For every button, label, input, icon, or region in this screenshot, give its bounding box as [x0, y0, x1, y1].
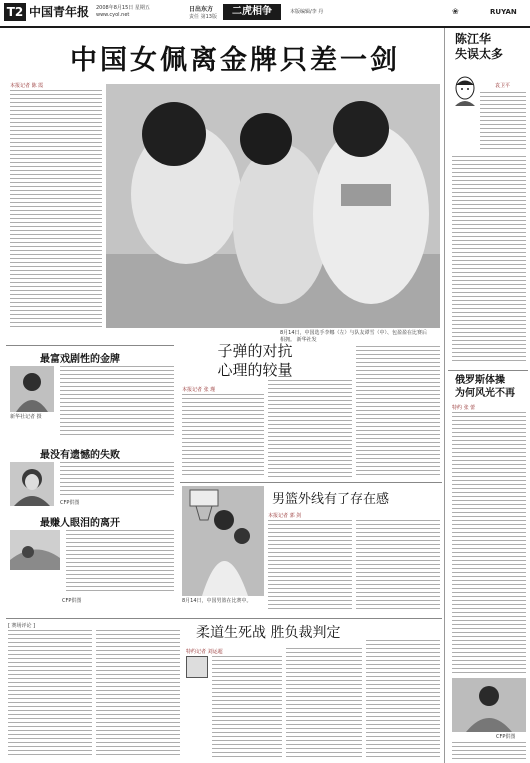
basket-text-col1 [268, 520, 352, 612]
box3-title: 最赚人眼泪的离开 [40, 518, 120, 529]
side-col2-title: 俄罗斯体操 为何风光不再 [455, 375, 515, 399]
sub-byline: 本报记者 张 瑾 [182, 387, 216, 393]
lead-photo [106, 84, 440, 328]
side-rule [448, 370, 528, 371]
side-col1-author: 袁卫平 [495, 83, 511, 89]
website: www.cyol.net [96, 12, 130, 18]
channel-small: 日出东方 [189, 6, 214, 13]
basket-photo [182, 486, 264, 596]
bottom-emblem [186, 656, 208, 678]
masthead [0, 0, 530, 26]
page-code: T2 [4, 3, 26, 21]
edit-info: 本版编辑/李 丹 [290, 9, 324, 15]
right-label: RUYAN [490, 8, 517, 16]
lead-photo-caption: 8月14日，中国选手李娜（左）与队友谭雪（中）、包盈盈在比赛后相拥。 新华社发 [280, 330, 428, 343]
box3-text [66, 530, 174, 594]
box1-photo [10, 366, 54, 412]
box2-caption: CFP供图 [60, 500, 80, 506]
issue-info: 2008年8月15日 星期五 [96, 5, 150, 11]
bottom-left-label: [ 赛场评论 ] [8, 623, 36, 629]
sub-headline: 子弹的对抗 心理的较量 [217, 342, 293, 379]
box1-title: 最富戏剧性的金牌 [40, 354, 120, 365]
bottom-headline: 柔道生死战 胜负裁判定 [196, 625, 341, 641]
lead-headline: 中国女佩离金牌只差一剑 [70, 45, 400, 76]
side-photo [452, 678, 526, 732]
box1-caption: 新华社记者 摄 [10, 414, 42, 420]
basket-caption: 8月14日，中国男篮在比赛中。 [182, 598, 252, 604]
bottom-text-col2 [286, 648, 362, 758]
box-column-rule [6, 345, 174, 346]
basket-text-col2 [356, 520, 440, 612]
bottom-left-text-2 [96, 630, 180, 758]
bottom-text-col1 [212, 656, 282, 758]
side-col2-text-2 [452, 742, 526, 760]
box1-text [60, 366, 174, 438]
lead-byline: 本报记者 陈 霞 [10, 83, 44, 89]
masthead-rule [0, 26, 530, 28]
basket-rule [180, 482, 442, 483]
bottom-text-col3 [366, 640, 440, 758]
side-col1-text-2 [452, 156, 526, 364]
channel-small-sub: 责任 第13版 [189, 14, 217, 20]
box2-photo [10, 462, 54, 506]
side-divider [444, 28, 445, 763]
channel-box: 二虎相争 [223, 4, 281, 20]
bottom-left-text [8, 630, 92, 758]
ornament-icon: ❀ [452, 7, 459, 16]
box3-caption: CFP供图 [62, 598, 82, 604]
side-col1-text [480, 92, 526, 152]
columnist-portrait [453, 76, 477, 106]
side-photo-caption: CFP供图 [496, 734, 516, 740]
bottom-rule [6, 618, 442, 619]
side-col2-byline: 特约 张 蕾 [452, 405, 476, 411]
side-col1-title: 陈江华 失误太多 [455, 32, 504, 61]
sub-text-col3 [356, 346, 440, 478]
sub-text-col2 [268, 380, 352, 478]
basket-headline: 男篮外线有了存在感 [272, 492, 390, 507]
bottom-byline: 特约记者 刘运超 [186, 649, 223, 655]
box2-text [60, 462, 174, 496]
box2-title: 最没有遗憾的失败 [40, 450, 120, 461]
lead-body-text [10, 90, 102, 330]
side-col2-text [452, 412, 526, 674]
sub-text-col1 [182, 394, 264, 478]
box3-photo [10, 530, 60, 570]
basket-byline: 本报记者 郭 剑 [268, 513, 302, 519]
paper-name: 中国青年报 [29, 5, 90, 19]
